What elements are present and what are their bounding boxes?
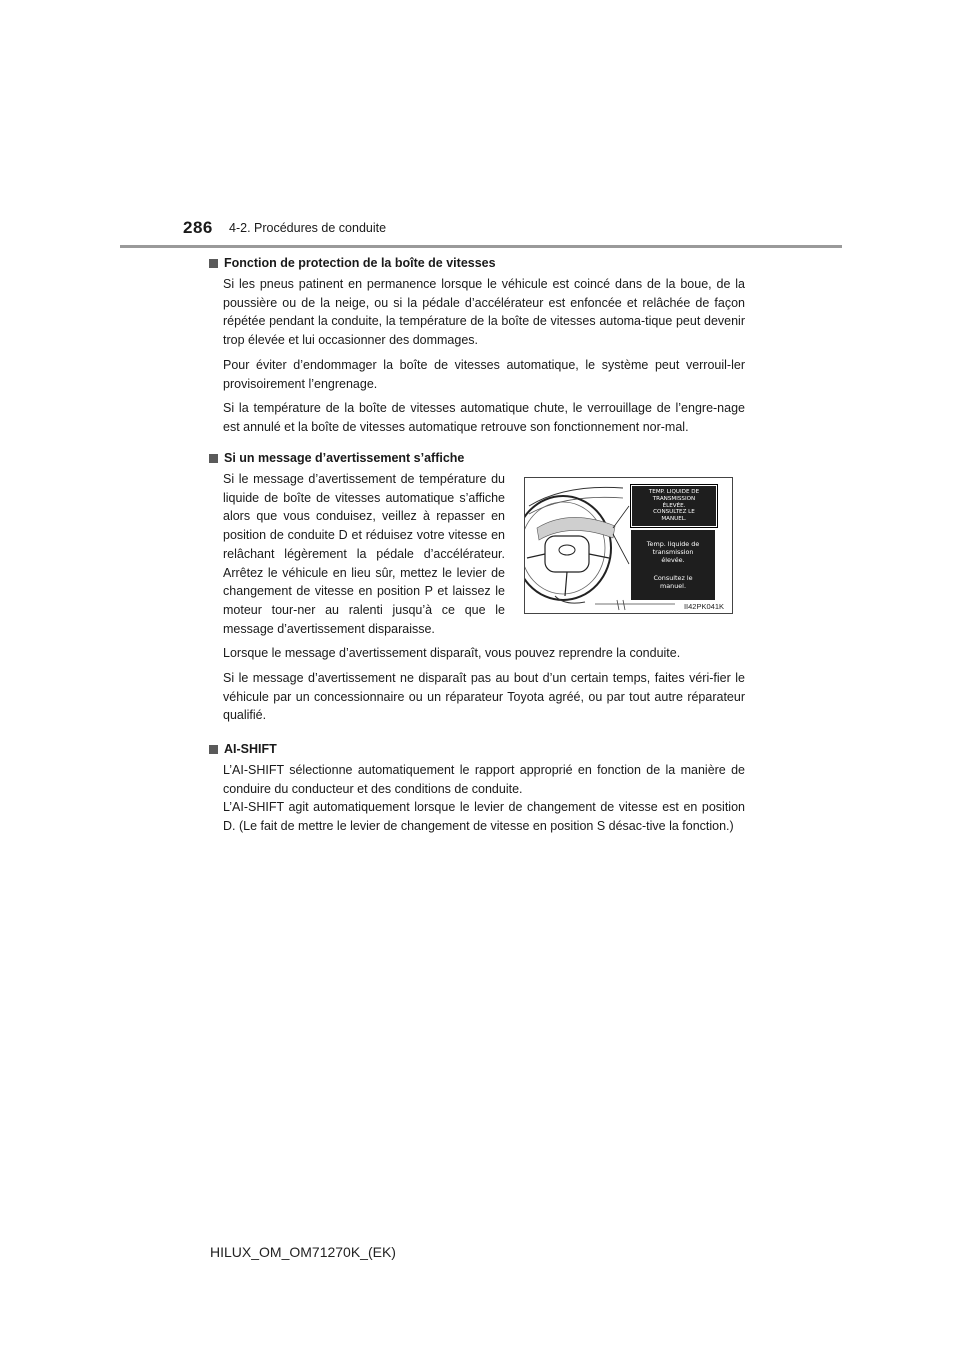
- figure-code: II42PK041K: [683, 602, 724, 611]
- paragraph: L’AI-SHIFT sélectionne automatiquement le rapport approprié en fonction de la manière de conduire du conducteur et des conditions de conduite.: [223, 763, 745, 796]
- paragraph: Si la température de la boîte de vitesses automatique chute, le verrouillage de l’engre-nage est annulé et la boîte de vitesses automatique retrouve son fonctionnement nor-mal.: [223, 401, 745, 434]
- paragraph: L’AI-SHIFT agit automatiquement lorsque le levier de changement de vitesse est en position D. (Le fait de mettre le levier de changement de vitesse en position S désac-tive la fonction.): [223, 800, 745, 834]
- multi-info-display-top: TEMP. LIQUIDE DE TRANSMISSION ÉLEVÉE. CONSULTEZ LE MANUEL.: [631, 485, 717, 527]
- paragraph: Si le message d’avertissement ne disparaît pas au bout d’un certain temps, faites véri-fier le véhicule par un concessionnaire ou un réparateur Toyota agréé, ou par tout autre réparateur qualifié.: [223, 671, 745, 723]
- paragraph: Si le message d’avertissement de température du liquide de boîte de vitesses automatique s’affiche alors que vous conduisez, veillez à repasser en position de conduite D et réduisez votre vitesse en relâchant légèrement la pédale d’accélérateur. Arrêtez le véhicule en lieu sûr, mettez le levier de changement de vitesse en position P et laissez le moteur tour-ner au ralenti jusqu’à ce que le message d’avertissement disparaisse.: [223, 472, 505, 636]
- section-transmission-protection: [209, 256, 745, 443]
- section-heading: Si un message d’avertissement s’affiche: [224, 451, 465, 465]
- section-ai-shift: [209, 742, 745, 842]
- section-heading: Fonction de protection de la boîte de vitesses: [224, 256, 496, 270]
- section-heading: AI-SHIFT: [224, 742, 277, 756]
- chapter-title: 4-2. Procédures de conduite: [229, 221, 387, 235]
- page-number: 286: [183, 218, 213, 237]
- paragraph: Lorsque le message d’avertissement disparaît, vous pouvez reprendre la conduite.: [223, 646, 681, 661]
- dashboard-illustration: [524, 477, 733, 614]
- bullet-square-icon: [209, 454, 218, 463]
- paragraph: Si les pneus patinent en permanence lorsque le véhicule est coincé dans de la boue, de la poussière ou de la neige, ou si la pédale d’accélérateur est enfoncée et relâchée de façon répétée pendant la conduite, la température de la boîte de vitesses automa-tique peut devenir trop élevée et lui occasionner des dommages.: [223, 277, 745, 348]
- header-rule: [120, 245, 842, 248]
- footer-doc-id: HILUX_OM_OM71270K_(EK): [210, 1244, 396, 1260]
- bullet-square-icon: [209, 745, 218, 754]
- bullet-square-icon: [209, 259, 218, 268]
- paragraph: Pour éviter d’endommager la boîte de vitesses automatique, le système peut verrouil-ler provisoirement l’engrenage.: [223, 357, 745, 391]
- multi-info-display-warning: Temp. liquide de transmission élevée. Consultez le manuel.: [631, 530, 715, 600]
